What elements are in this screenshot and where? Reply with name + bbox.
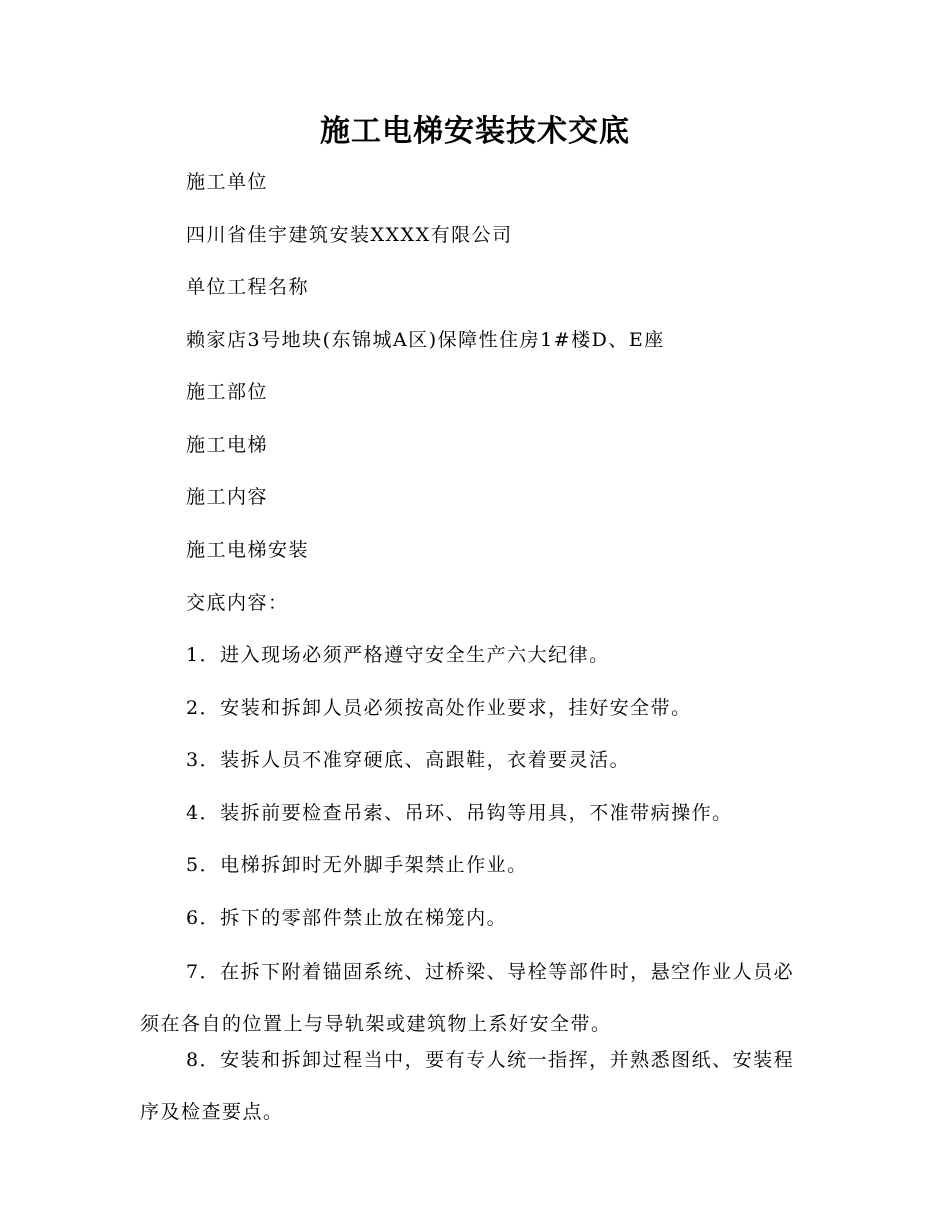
list-item: 8．安装和拆卸过程当中，要有专人统一指挥，并熟悉图纸、安装程序及检查要点。 <box>140 1049 795 1123</box>
document-title: 施工电梯安装技术交底 <box>320 114 630 149</box>
field-construction-content-label: 施工内容 <box>186 486 269 508</box>
field-project-name-value: 赖家店3号地块(东锦城A区)保障性住房1#楼D、E座 <box>186 329 665 351</box>
list-item: 7．在拆下附着锚固系统、过桥梁、导栓等部件时，悬空作业人员必须在各自的位置上与导轨架或建筑物上系好安全带。 <box>140 961 795 1035</box>
list-item: 4．装拆前要检查吊索、吊环、吊钩等用具，不准带病操作。 <box>186 802 733 824</box>
list-item: 5．电梯拆卸时无外脚手架禁止作业。 <box>186 854 528 876</box>
list-item: 3．装拆人员不准穿硬底、高跟鞋，衣着要灵活。 <box>186 749 631 771</box>
field-construction-content-value: 施工电梯安装 <box>186 539 310 561</box>
field-construction-part-value: 施工电梯 <box>186 434 269 456</box>
field-project-name-label: 单位工程名称 <box>186 276 310 298</box>
field-construction-unit-label: 施工单位 <box>186 171 269 193</box>
list-item: 1．进入现场必须严格遵守安全生产六大纪律。 <box>186 644 610 666</box>
list-item: 6．拆下的零部件禁止放在梯笼内。 <box>186 907 508 929</box>
field-construction-unit-value: 四川省佳宇建筑安装XXXX有限公司 <box>186 224 513 246</box>
field-construction-part-label: 施工部位 <box>186 381 269 403</box>
field-briefing-content-label: 交底内容： <box>186 592 289 614</box>
list-item: 2．安装和拆卸人员必须按高处作业要求，挂好安全带。 <box>186 697 692 719</box>
